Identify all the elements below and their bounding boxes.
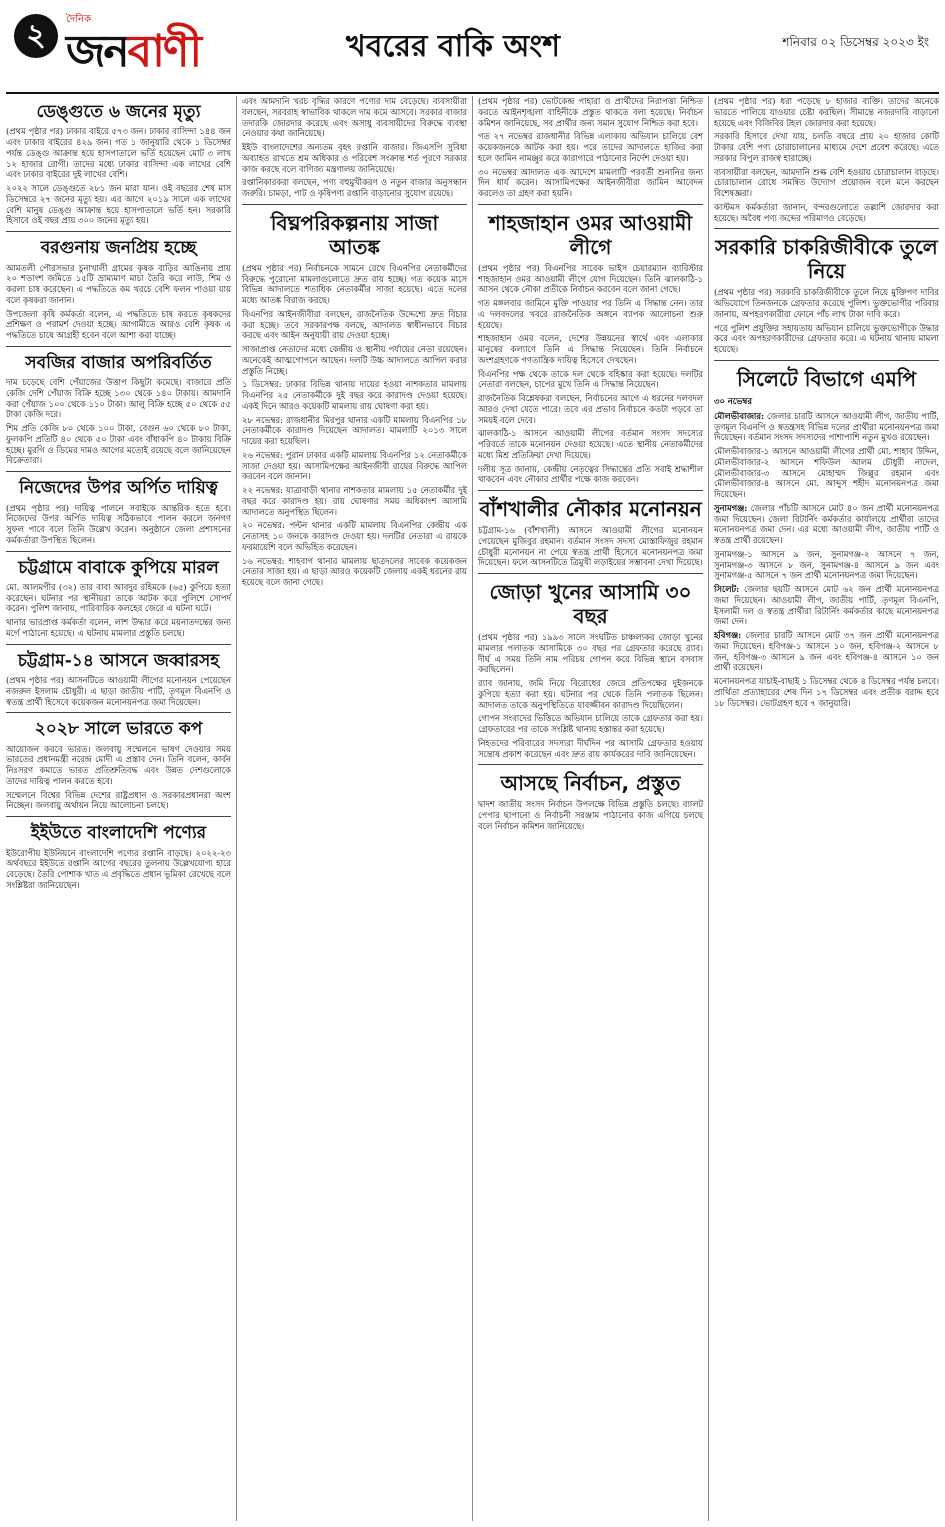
paragraph: বিএনপির পক্ষ থেকে তাকে দল থেকে বহিষ্কার করা হয়েছে। দলটির নেতারা বলছেন, চাপের মুখে তিনি এ সিদ্ধান্ত নিয়েছেন।	[478, 368, 703, 390]
paragraph: (প্রথম পৃষ্ঠার পর) সরকারি চাকরিজীবীকে তুলে নিয়ে মুক্তিপণ দাবির অভিযোগে তিনজনকে গ্রেফতার করেছে পুলিশ। ভুক্তভোগীর পরিবার জানায়, অপহরণকারীরা ফোনে পাঁচ লাখ টাকা দাবি করে।	[714, 287, 939, 319]
headline-ctg14: চট্টগ্রাম-১৪ আসনে জব্বারসহ	[17, 650, 220, 671]
divider	[478, 764, 703, 765]
column-3	[472, 96, 708, 1521]
divider	[478, 573, 703, 574]
paragraph: পরে পুলিশ প্রযুক্তির সহায়তায় অভিযান চালিয়ে ভুক্তভোগীকে উদ্ধার করে এবং অপহরণকারীদের গ্রেফতার করে। এ ঘটনায় থানায় মামলা হয়েছে।	[714, 322, 939, 354]
paragraph: ২৮ নভেম্বর: রাজধানীর মিরপুর থানার একটি মামলায় বিএনপির ১৮ নেতাকর্মীকে কারাদণ্ড দিয়েছেন আদালত। মামলাটি ২০১৩ সালে দায়ের করা হয়েছিল।	[242, 414, 467, 446]
paragraph: উপজেলা কৃষি কর্মকর্তা বলেন, এ পদ্ধতিতে চাষ করতে কৃষকদের প্রশিক্ষণ ও পরামর্শ দেওয়া হচ্ছে। আগামীতে আরও বেশি কৃষক এ পদ্ধতিতে চাষে আগ্রহী হবেন বলে আশা করা যাচ্ছে।	[6, 308, 231, 341]
paragraph: (প্রথম পৃষ্ঠার পর) ধরা পড়েছে ৮ হাজার ব্যক্তি। তাদের অনেকে ভারতে পালিয়ে যাওয়ার চেষ্টা করছিল। সীমান্তে নজরদারি বাড়ানো হয়েছে এবং বিজিবির টহল জোরদার করা হয়েছে।	[714, 96, 939, 128]
columns	[6, 96, 939, 1521]
paragraph: এবং আমদানি খরচ বৃদ্ধির কারণে পণ্যের দাম বেড়েছে। ব্যবসায়ীরা বলছেন, সরবরাহ স্বাভাবিক থাকলে দাম কমে আসবে। সরকার বাজার তদারকি জোরদার করেছে এবং অসাধু ব্যবসায়ীদের বিরুদ্ধে ব্যবস্থা নেওয়ার কথা জানিয়েছে।	[242, 96, 467, 139]
paragraph: ব্যবসায়ীরা বলছেন, আমদানি শুল্ক বেশি হওয়ায় চোরাচালান বাড়ছে। চোরাচালান রোধে সমন্বিত উদ্যোগ প্রয়োজন বলে মনে করছেন বিশেষজ্ঞরা।	[714, 166, 939, 198]
headline-eu: ইইউতে বাংলাদেশি পণ্যের	[30, 823, 207, 844]
paragraph: ২০ নভেম্বর: পল্টন থানার একটি মামলায় বিএনপির কেন্দ্রীয় এক নেতাসহ ১০ জনকে কারাদণ্ড দেওয়া হয়। দলটির নেতারা এ রায়কে ফরমায়েশি বলে অভিহিত করেছেন।	[242, 520, 467, 552]
subhead: হবিগঞ্জ:	[714, 630, 742, 640]
paragraph: ২৬ নভেম্বর: পুরান ঢাকার একটি মামলায় বিএনপির ১২ নেতাকর্মীকে সাজা দেওয়া হয়। আসামিপক্ষের আইনজীবী রায়ের বিরুদ্ধে আপিল করবেন বলে জানান।	[242, 449, 467, 482]
headline-cop: ২০২৮ সালে ভারতে কপ	[34, 719, 203, 740]
paragraph: (প্রথম পৃষ্ঠার পর) বিএনপির সাবেক ভাইস চেয়ারম্যান ব্যারিস্টার শাহজাহান ওমর আওয়ামী লীগে যোগ দিয়েছেন। তিনি ঝালকাঠি-১ আসন থেকে নৌকা প্রতীকে নির্বাচন করবেন বলে জানা গেছে।	[478, 262, 703, 295]
paragraph: সাজাপ্রাপ্ত নেতাদের মধ্যে কেন্দ্রীয় ও স্থানীয় পর্যায়ের নেতা রয়েছেন। অনেকেই আত্মগোপনে আছেন। দলটি উচ্চ আদালতে আপিল করার প্রস্তুতি নিচ্ছে।	[242, 344, 467, 376]
headline-vegetable: সবজির বাজার অপরিবর্তিত	[25, 352, 212, 373]
paragraph: চট্টগ্রাম-১৬ (বাঁশখালী) আসনে আওয়ামী লীগের মনোনয়ন পেয়েছেন মুজিবুর রহমান। বর্তমান সংসদ সদস্য মোস্তাফিজুর রহমান চৌধুরী মনোনয়ন না পেয়ে স্বতন্ত্র প্রার্থী হিসেবে মনোনয়নপত্র জমা দিয়েছেন। ফলে আসনটিতে ত্রিমুখী লড়াইয়ের সম্ভাবনা দেখা দিয়েছে।	[478, 525, 703, 568]
divider	[478, 490, 703, 491]
paragraph: নিহতদের পরিবারের সদস্যরা দীর্ঘদিন পর আসামি গ্রেফতার হওয়ায় সন্তোষ প্রকাশ করেছেন এবং দ্রুত রায় কার্যকরের দাবি জানিয়েছেন।	[478, 737, 703, 759]
logo-part2: বাণী	[127, 26, 201, 77]
paragraph: শিম প্রতি কেজি ৮০ থেকে ১০০ টাকা, বেগুন ৬০ থেকে ৮০ টাকা, ফুলকপি প্রতিটি ৪০ থেকে ৫০ টাকা এবং বাঁধাকপি ৪০ টাকায় বিক্রি হচ্ছে। মুরগি ও ডিমের দামও আগের মতোই রয়েছে বলে জানিয়েছেন বিক্রেতারা।	[6, 423, 231, 466]
dateline: ৩০ নভেম্বর	[714, 395, 752, 406]
subhead: মৌলভীবাজার:	[714, 410, 765, 421]
paragraph: থানার ভারপ্রাপ্ত কর্মকর্তা বলেন, লাশ উদ্ধার করে ময়নাতদন্তের জন্য মর্গে পাঠানো হয়েছে। এ ঘটনায় মামলার প্রস্তুতি চলছে।	[6, 617, 231, 638]
paragraph-text: জেলার চারটি আসনে আওয়ামী লীগ, জাতীয় পার্টি, তৃণমূল বিএনপি ও স্বতন্ত্রসহ বিভিন্ন দলের প্রার্থীরা মনোনয়নপত্র জমা দিয়েছেন। বর্তমান সংসদ সদস্যদের পাশাপাশি নতুন মুখও রয়েছেন।	[714, 410, 939, 443]
paragraph: গত ২৭ নভেম্বর রাজধানীর বিভিন্ন এলাকায় অভিযান চালিয়ে বেশ কয়েকজনকে আটক করা হয়। পরে তাদের আদালতে হাজির করা হলে জামিন নামঞ্জুর করে কারাগারে পাঠানোর নির্দেশ দেওয়া হয়।	[478, 131, 703, 163]
paragraph: মৌলভীবাজার-১ আসনে আওয়ামী লীগের প্রার্থী মো. শাহাব উদ্দিন, মৌলভীবাজার-২ আসনে শফিউল আলম চৌধুরী নাদেল, মৌলভীবাজার-৩ আসনে মোহাম্মদ জিল্লুর রহমান এবং মৌলভীবাজার-৪ আসনে মো. আব্দুস শহীদ মনোনয়নপত্র জমা দিয়েছেন।	[714, 446, 939, 499]
divider	[6, 816, 231, 817]
newspaper-logo	[66, 18, 200, 91]
logo-part1: জন	[66, 26, 128, 77]
paragraph: ২০২২ সালে ডেঙ্গুতে ২৮১ জন মারা যান। ওই বছরের শেষ মাস ডিসেম্বরে ২৭ জনের মৃত্যু হয়। এর আগে ২০১৯ সালে এক লাখের বেশি মানুষ ডেঙ্গু আক্রান্ত হয়ে হাসপাতালে ভর্তি হন। সরকারি হিসাবে ওই বছর প্রায় ৩০০ জনের মৃত্যু হয়।	[6, 183, 231, 226]
paragraph: দাম চড়েছে বেশি পেঁয়াজের উত্তাপ কিছুটা কমেছে। বাজারে প্রতি কেজি দেশি পেঁয়াজ বিক্রি হচ্ছে ১৩০ থেকে ১৪০ টাকায়। আমদানি করা পেঁয়াজ ১০০ থেকে ১১০ টাকা। আলু বিক্রি হচ্ছে ৫০ থেকে ৫৫ টাকা কেজি দরে।	[6, 377, 231, 420]
paragraph	[714, 411, 939, 443]
paragraph: ১ ডিসেম্বর: ঢাকার বিভিন্ন থানায় দায়ের হওয়া নাশকতার মামলায় বিএনপির ২৫ নেতাকর্মীকে দুই বছর করে কারাদণ্ড দেওয়া হয়েছে। একই দিনে আরও কয়েকটি মামলায় রায় ঘোষণা করা হয়।	[242, 379, 467, 411]
paragraph: সম্মেলনে বিশ্বের বিভিন্ন দেশের রাষ্ট্রপ্রধান ও সরকারপ্রধানরা অংশ নিচ্ছেন। জলবায়ু অর্থায়ন নিয়ে আলোচনা চলছে।	[6, 789, 231, 811]
masthead	[6, 0, 939, 94]
paragraph: ১৬ নভেম্বর: শাহবাগ থানার মামলায় ছাত্রদলের সাবেক কয়েকজন নেতার সাজা হয়। এ ছাড়া আরও কয়েকটি জেলায় একই ধরনের রায় হয়েছে বলে জানা গেছে।	[242, 555, 467, 587]
paragraph	[714, 584, 939, 627]
paragraph: ইইউ বাংলাদেশের অন্যতম বৃহৎ রপ্তানি বাজার। জিএসপি সুবিধা অব্যাহত রাখতে শ্রম অধিকার ও পরিবেশ সংক্রান্ত শর্ত পূরণে সরকার কাজ করছে বলে বাণিজ্য মন্ত্রণালয় জানিয়েছে।	[242, 142, 467, 174]
daily-label: দৈনিক	[66, 14, 92, 25]
page-number: ২	[14, 14, 58, 58]
headline-election: আসছে নির্বাচন, প্রস্তুত	[500, 771, 681, 796]
paragraph: (প্রথম পৃষ্ঠার পর) দায়িত্ব পালনে সবাইকে আন্তরিক হতে হবে। নিজেদের উপর অর্পিত দায়িত্ব সঠিকভাবে পালন করলে জনগণ সুফল পাবে বলে তিনি উল্লেখ করেন। অনুষ্ঠানে জেলা প্রশাসনের কর্মকর্তারা উপস্থিত ছিলেন।	[6, 502, 231, 545]
paragraph: গোপন সংবাদের ভিত্তিতে অভিযান চালিয়ে তাকে গ্রেফতার করা হয়। গ্রেফতারের পর তাকে সংশ্লিষ্ট থানায় হস্তান্তর করা হয়েছে।	[478, 713, 703, 734]
paragraph: আমতলী পৌরসভার চুনাখালী গ্রামের কৃষক বাড়ির আঙিনায় প্রায় ২০ শতাংশ জমিতে ১৫টি ভ্রাম্যমাণ মাচা তৈরি করে লাউ, শিম ও করলা চাষ করেছেন। এ পদ্ধতিতে কম খরচে বেশি ফলন পাওয়া যায় বলে কৃষকরা জানান।	[6, 262, 231, 305]
paragraph: রপ্তানিকারকরা বলছেন, পণ্য বহুমুখীকরণ ও নতুন বাজার অনুসন্ধান জরুরি। চামড়া, পাট ও কৃষিপণ্য রপ্তানি বাড়ানোর সুযোগ রয়েছে।	[242, 177, 467, 198]
paragraph: ২২ নভেম্বর: যাত্রাবাড়ী থানার নাশকতার মামলায় ১৫ নেতাকর্মীর দুই বছর করে কারাদণ্ড হয়। রায় ঘোষণার সময় অধিকাংশ আসামি আদালতে অনুপস্থিত ছিলেন।	[242, 485, 467, 517]
headline-double-murder: জোড়া খুনের আসামি ৩০ বছর	[489, 580, 692, 628]
paragraph	[714, 630, 939, 673]
headline-duty: নিজেদের উপর অর্পিত দায়িত্ব	[19, 478, 218, 499]
divider	[242, 204, 467, 205]
paragraph: দলীয় সূত্র জানায়, কেন্দ্রীয় নেতৃত্বের সিদ্ধান্তের প্রতি সবাই শ্রদ্ধাশীল থাকবেন এবং নৌকার প্রার্থীর পক্ষে কাজ করবেন।	[478, 463, 703, 485]
paragraph: আয়োজন করবে ভারত। জলবায়ু সম্মেলনে ভাষণ দেওয়ার সময় ভারতের প্রধানমন্ত্রী নরেন্দ্র মোদী এ প্রস্তাব দেন। তিনি বলেন, কার্বন নিঃসরণ কমাতে ভারত প্রতিশ্রুতিবদ্ধ এবং উন্নত দেশগুলোকে তাদের দায়িত্ব পালন করতে হবে।	[6, 743, 231, 786]
divider	[6, 346, 231, 347]
paragraph-text: জেলার চারটি আসনে মোট ৩৭ জন প্রার্থী মনোনয়নপত্র জমা দিয়েছেন। হবিগঞ্জ-১ আসনে ১০ জন, হবিগঞ্জ-২ আসনে ৮ জন, হবিগঞ্জ-৩ আসনে ৯ জন এবং হবিগঞ্জ-৪ আসনে ১০ জন প্রার্থী রয়েছেন।	[714, 630, 939, 673]
column-2	[236, 96, 472, 1521]
paragraph: (প্রথম পৃষ্ঠার পর) ভোটকেন্দ্র পাহারা ও প্রার্থীদের নিরাপত্তা নিশ্চিত করতে আইনশৃঙ্খলা বাহিনীকে প্রস্তুত থাকতে বলা হয়েছে। নির্বাচন কমিশন জানিয়েছে, সব প্রার্থীর জন্য সমান সুযোগ নিশ্চিত করা হবে।	[478, 96, 703, 128]
paragraph: (প্রথম পৃষ্ঠার পর) ১৯৯৩ সালে সংঘটিত চাঞ্চল্যকর জোড়া খুনের মামলার পলাতক আসামিকে ৩০ বছর পর গ্রেফতার করেছে র‌্যাব। দীর্ঘ এ সময় তিনি নাম পরিচয় গোপন করে বিভিন্ন স্থানে বসবাস করছিলেন।	[478, 632, 703, 675]
headline-dengue: ডেঙ্গুতে ৬ জনের মৃত্যু	[36, 102, 201, 122]
paragraph: সুনামগঞ্জ-১ আসনে ৯ জন, সুনামগঞ্জ-২ আসনে ৭ জন, সুনামগঞ্জ-৩ আসনে ৮ জন, সুনামগঞ্জ-৪ আসনে ৯ জন এবং সুনামগঞ্জ-৫ আসনে ৭ জন প্রার্থী মনোনয়নপত্র জমা দিয়েছেন।	[714, 548, 939, 581]
divider	[478, 204, 703, 205]
column-4	[708, 96, 939, 1521]
column-1	[6, 96, 236, 1521]
paragraph: দ্বাদশ জাতীয় সংসদ নির্বাচন উপলক্ষে বিভিন্ন প্রস্তুতি চলছে। ব্যালট পেপার ছাপানো ও নির্বাচনী সরঞ্জাম পাঠানোর কাজ এগিয়ে চলছে বলে নির্বাচন কমিশন জানিয়েছে।	[478, 799, 703, 831]
divider	[6, 551, 231, 552]
paragraph: বিএনপির আইনজীবীরা বলছেন, রাজনৈতিক উদ্দেশ্যে দ্রুত বিচার করা হচ্ছে। তবে সরকারপক্ষ বলছে, আদালত স্বাধীনভাবে বিচার করছে এবং আইন অনুযায়ী রায় দেওয়া হচ্ছে।	[242, 308, 467, 341]
headline-barguna: বরগুনায় জনপ্রিয় হচ্ছে	[40, 238, 197, 259]
subhead: সিলেট:	[714, 584, 740, 594]
paragraph: ৩০ নভেম্বর আদালত এক আদেশে মামলাটি পরবর্তী শুনানির জন্য দিন ধার্য করেন। আসামিপক্ষের আইনজীবীরা জামিন আবেদন করলেও তা গ্রহণ করা হয়নি।	[478, 166, 703, 198]
divider	[6, 231, 231, 232]
divider	[714, 360, 939, 361]
headline-shahjahan: শাহজাহান ওমর আওয়ামী লীগে	[488, 210, 693, 259]
subhead: সুনামগঞ্জ:	[714, 502, 748, 513]
paragraph: (প্রথম পৃষ্ঠার পর) ঢাকার বাইরে ৫৭৩ জন। ঢাকার বাসিন্দা ১৪৪ জন এবং ঢাকার বাইরের ৪২৯ জন। গত ১ জানুয়ারি থেকে ১ ডিসেম্বর পর্যন্ত ডেঙ্গু আক্রান্ত হয়ে হাসপাতালে ভর্তি হয়েছেন মোট ৩ লাখ ১২ হাজার রোগী। তাদের মধ্যে ঢাকার বাসিন্দা এক লাখের বেশি এবং ঢাকার বাইরের দুই লাখের বেশি।	[6, 126, 231, 180]
divider	[6, 712, 231, 713]
paragraph	[714, 503, 939, 546]
headline-verdict: বিঘ্নপরিকল্পনায় সাজা আতঙ্ক	[270, 210, 439, 259]
headline-sylhet: সিলেটে বিভাগে এমপি	[736, 366, 917, 391]
section-title: খবরের বাকি অংশ	[346, 29, 560, 64]
paragraph: ঝালকাঠি-১ আসনে আওয়ামী লীগের বর্তমান সংসদ সদস্যের পরিবর্তে তাকে মনোনয়ন দেওয়া হয়েছে। এতে স্থানীয় নেতাকর্মীদের মধ্যে মিশ্র প্রতিক্রিয়া দেখা দিয়েছে।	[478, 428, 703, 460]
headline-chattogram: চট্টগ্রামে বাবাকে কুপিয়ে মারল	[18, 557, 219, 578]
headline-banshkhali: বাঁশখালীর নৌকার মনোনয়ন	[479, 497, 702, 521]
issue-date: শনিবার ০২ ডিসেম্বর ২০২৩ ইং	[782, 35, 929, 49]
divider	[6, 471, 231, 472]
paragraph: মনোনয়নপত্র যাচাই-বাছাই ১ ডিসেম্বর থেকে ৪ ডিসেম্বর পর্যন্ত চলবে। প্রার্থিতা প্রত্যাহারের শেষ দিন ১৭ ডিসেম্বর এবং প্রতীক বরাদ্দ হবে ১৮ ডিসেম্বর। ভোটগ্রহণ হবে ৭ জানুয়ারি।	[714, 676, 939, 708]
paragraph: রাজনৈতিক বিশ্লেষকরা বলছেন, নির্বাচনের আগে এ ধরনের দলবদল আরও দেখা যেতে পারে। তবে এর প্রভাব নির্বাচনে কতটা পড়বে তা সময়ই বলে দেবে।	[478, 393, 703, 425]
paragraph: গত মঙ্গলবার জামিনে মুক্তি পাওয়ার পর তিনি এ সিদ্ধান্ত নেন। তার এ দলবদলের খবরে রাজনৈতিক অঙ্গনে ব্যাপক আলোচনা শুরু হয়েছে।	[478, 298, 703, 330]
divider	[714, 228, 939, 229]
paragraph: র‌্যাব জানায়, জমি নিয়ে বিরোধের জেরে প্রতিপক্ষের দুইজনকে কুপিয়ে হত্যা করা হয়। ঘটনার পর থেকে তিনি পলাতক ছিলেন। আদালত তাকে অনুপস্থিতিতে যাবজ্জীবন কারাদণ্ড দিয়েছিলেন।	[478, 678, 703, 710]
paragraph: ইউরোপীয় ইউনিয়নে বাংলাদেশি পণ্যের রপ্তানি বাড়ছে। ২০২২-২৩ অর্থবছরে ইইউতে রপ্তানি আগের বছরের তুলনায় উল্লেখযোগ্য হারে বেড়েছে। তৈরি পোশাক খাত এ প্রবৃদ্ধিতে প্রধান ভূমিকা রেখেছে বলে সংশ্লিষ্টরা জানিয়েছেন।	[6, 847, 231, 890]
paragraph: মো. আলমগীর (৩২) তার বাবা আবদুর রহিমকে (৬৫) কুপিয়ে হত্যা করেছেন। ঘটনার পর স্থানীয়রা তাকে আটক করে পুলিশে সোপর্দ করেন। পুলিশ জানায়, পারিবারিক কলহের জেরে এ ঘটনা ঘটে।	[6, 581, 231, 614]
paragraph: সরকারি হিসাবে দেখা যায়, চলতি বছরে প্রায় ২০ হাজার কোটি টাকার বেশি পণ্য চোরাচালানের মাধ্যমে দেশে প্রবেশ করেছে। এতে সরকার বিপুল রাজস্ব হারাচ্ছে।	[714, 131, 939, 163]
paragraph-text: জেলার পাঁচটি আসনে মোট ৪০ জন প্রার্থী মনোনয়নপত্র জমা দিয়েছেন। জেলা রিটার্নিং কর্মকর্তার কার্যালয়ে প্রার্থীরা তাদের মনোনয়নপত্র জমা দেন। এর মধ্যে আওয়ামী লীগ, জাতীয় পার্টি ও স্বতন্ত্র প্রার্থী রয়েছেন।	[714, 502, 939, 545]
paragraph: (প্রথম পৃষ্ঠার পর) আসনটিতে আওয়ামী লীগের মনোনয়ন পেয়েছেন নজরুল ইসলাম চৌধুরী। এ ছাড়া জাতীয় পার্টি, তৃণমূল বিএনপি ও স্বতন্ত্র প্রার্থী হিসেবে কয়েকজন মনোনয়নপত্র জমা দিয়েছেন।	[6, 675, 231, 707]
paragraph: কাস্টমস কর্মকর্তারা জানান, বন্দরগুলোতে তল্লাশি জোরদার করা হয়েছে। অবৈধ পণ্য জব্দের পরিমাণও বেড়েছে।	[714, 201, 939, 223]
divider	[6, 644, 231, 645]
paragraph: (প্রথম পৃষ্ঠার পর) নির্বাচনকে সামনে রেখে বিএনপির নেতাকর্মীদের বিরুদ্ধে পুরোনো মামলাগুলোতে দ্রুত রায় হচ্ছে। গত কয়েক মাসে বিভিন্ন আদালতে শতাধিক নেতাকর্মীর সাজা হয়েছে। এতে দলের মধ্যে আতঙ্ক বিরাজ করছে।	[242, 262, 467, 305]
paragraph: শাহজাহান ওমর বলেন, দেশের উন্নয়নের স্বার্থে এবং এলাকার মানুষের কল্যাণে তিনি এ সিদ্ধান্ত নিয়েছেন। তিনি নির্বাচনে অংশগ্রহণকে গণতান্ত্রিক দায়িত্ব হিসেবে দেখছেন।	[478, 333, 703, 365]
paragraph-text: জেলার ছয়টি আসনে মোট ৬২ জন প্রার্থী মনোনয়নপত্র জমা দিয়েছেন। আওয়ামী লীগ, জাতীয় পার্টি, তৃণমূল বিএনপি, ইসলামী দল ও স্বতন্ত্র প্রার্থীরা রিটার্নিং কর্মকর্তার কাছে মনোনয়নপত্র জমা দেন।	[714, 584, 939, 627]
headline-abduction: সরকারি চাকরিজীবীকে তুলে নিয়ে	[715, 235, 938, 284]
